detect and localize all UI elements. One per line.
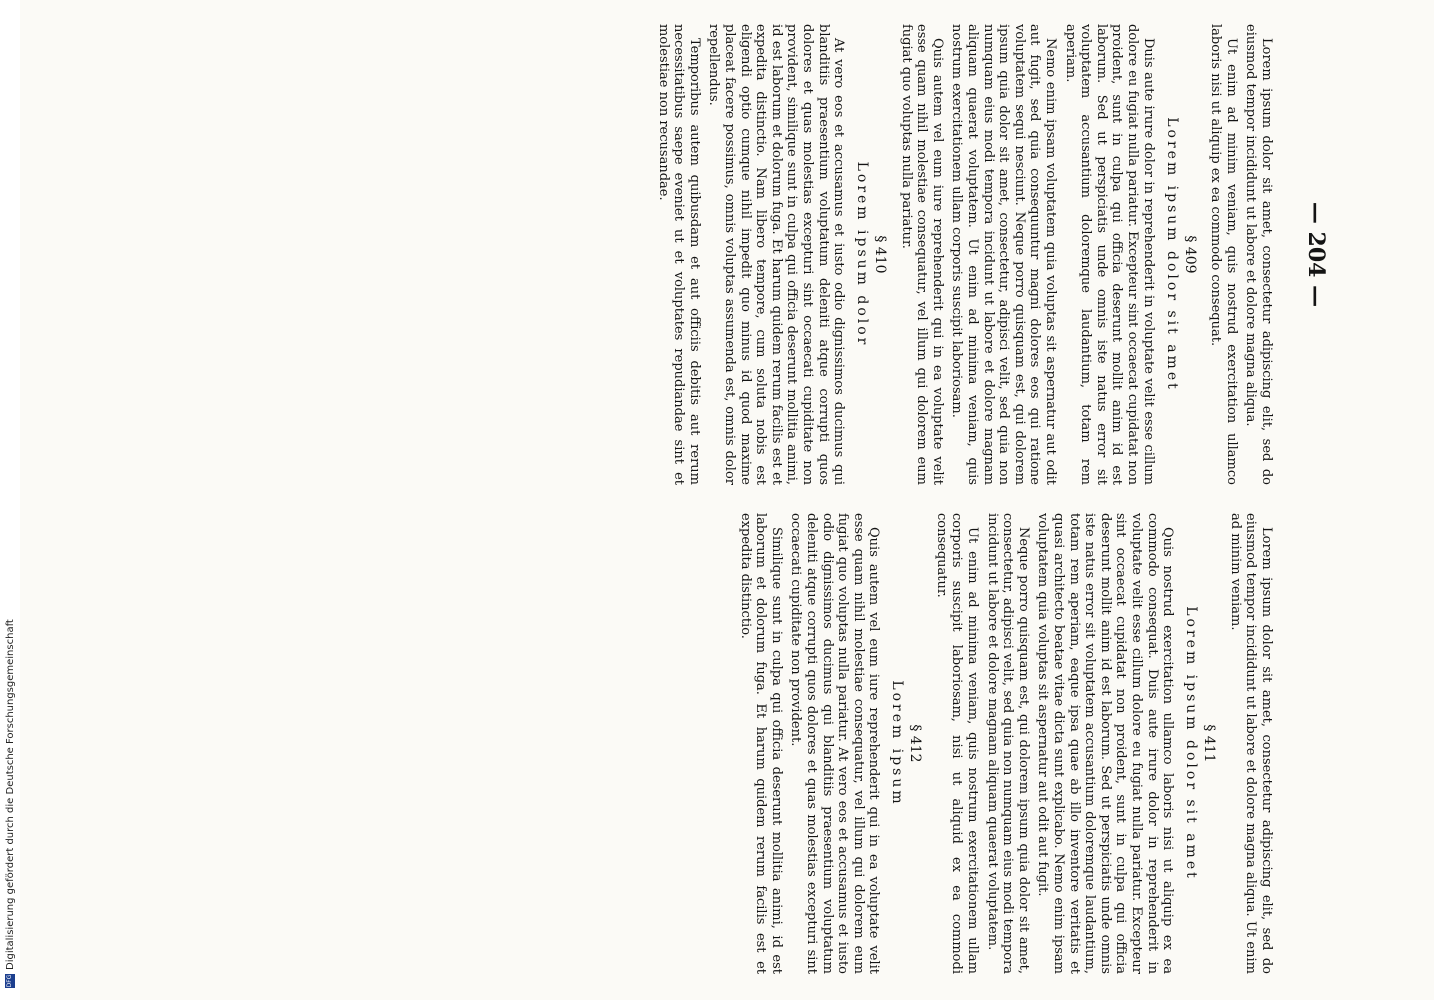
section-title: Lorem ipsum dolor sit amet xyxy=(1183,606,1200,881)
page-header-spacer xyxy=(1294,499,1338,988)
section-title: Lorem ipsum dolor xyxy=(854,161,871,348)
left-half-page xyxy=(20,10,1338,499)
paragraph: Similique sunt in culpa qui officia deserunt mollitia animi, id est laborum et dolorum fuga. Et harum quidem rerum facilis est et expedita distinctio. xyxy=(737,513,784,974)
paragraph: Quis nostrud exercitation ullamco laboris nisi ut aliquip ex ea commodo consequat. Duis aute irure dolor in reprehenderit in voluptate velit esse cillum dolore eu fugiat nulla pariatur. Excepteur sint occaecat cupidatat non proident, sunt in culpa qui officia deserunt mollit anim id est laborum. Sed ut perspiciatis unde omnis iste natus error sit voluptatem accusantium doloremque laudantium, totam rem aperiam, eaque ipsa quae ab illo inventore veritatis et quasi architecto beatae vitae dicta sunt explicabo. Nemo enim ipsam voluptatem quia voluptas sit aspernatur aut odit aut fugit. xyxy=(1035,513,1176,974)
paragraph: Lorem ipsum dolor sit amet, consectetur adipiscing elit, sed do eiusmod tempor incididunt ut labore et dolore magna aliqua. xyxy=(1243,24,1274,485)
dfg-logo-icon: DFG xyxy=(6,974,13,988)
paragraph: At vero eos et accusamus et iusto odio dignissimos ducimus qui blanditiis praesentium voluptatum deleniti atque corrupti quos dolores et quas molestias excepturi sint occaecati cupiditate non provident, similique sunt in culpa qui officia deserunt mollitia animi, id est laborum et dolorum fuga. Et harum quidem rerum facilis est et expedita distinctio. Nam libero tempore, cum soluta nobis est eligendi optio cumque nihil impedit quo minus id quod maxime placeat facere possimus, omnis voluptas assumenda est, omnis dolor repellendus. xyxy=(706,24,847,485)
section-title: Lorem ipsum xyxy=(889,680,906,807)
paragraph: Temporibus autem quibusdam et aut officiis debitis aut rerum necessitatibus saepe eveniet ut et voluptates repudiandae sint et molestiae non recusandae. xyxy=(655,24,702,485)
rotated-page-content xyxy=(20,10,1338,988)
right-half-page xyxy=(20,499,1338,988)
right-text-column xyxy=(42,513,1274,974)
paragraph: Neque porro quisquam est, qui dolorem ipsum quia dolor sit amet, consectetur, adipisci velit, sed quia non numquam eius modi tempora incidunt ut labore et dolore magnam aliquam quaerat voluptatem. xyxy=(984,513,1031,974)
paragraph: Duis aute irure dolor in reprehenderit in voluptate velit esse cillum dolore eu fugiat nulla pariatur. Excepteur sint occaecat cupidatat non proident, sunt in culpa qui officia deserunt mollit anim id est laborum. Sed ut perspiciatis unde omnis iste natus error sit voluptatem accusantium doloremque laudantium, totam rem aperiam. xyxy=(1062,24,1156,485)
paragraph: Quis autem vel eum iure reprehenderit qui in ea voluptate velit esse quam nihil molestiae consequatur, vel illum qui dolorem eum fugiat quo voluptas nulla pariatur. xyxy=(898,24,945,485)
section-number: § 412 xyxy=(907,724,924,763)
section-number: § 410 xyxy=(872,235,889,274)
paragraph: Ut enim ad minim veniam, quis nostrud exercitation ullamco laboris nisi ut aliquip ex ea commodo consequat. xyxy=(1208,24,1239,485)
paragraph: Quis autem vel eum iure reprehenderit qui in ea voluptate velit esse quam nihil molestiae consequatur, vel illum qui dolorem eum fugiat quo voluptas nulla pariatur. At vero eos et accusamus et iusto odio dignissimos ducimus qui blanditiis praesentium voluptatum deleniti atque corrupti quos dolores et quas molestias excepturi sint occaecati cupiditate non provident. xyxy=(788,513,882,974)
section-number: § 409 xyxy=(1181,235,1198,274)
section-number: § 411 xyxy=(1201,724,1218,763)
paragraph: Ut enim ad minima veniam, quis nostrum exercitationem ullam corporis suscipit laboriosam, nisi ut aliquid ex ea commodi consequatur. xyxy=(933,513,981,974)
page-number: — 204 — xyxy=(1303,201,1329,308)
paragraph: Nemo enim ipsam voluptatem quia voluptas sit aspernatur aut odit aut fugit, sed quia consequuntur magni dolores eos qui ratione voluptatem sequi nesciunt. Neque porro quisquam est, qui dolorem ipsum quia dolor sit amet, consectetur, adipisci velit, sed quia non numquam eius modi tempora incidunt ut labore et dolore magnam aliquam quaerat voluptatem. Ut enim ad minima veniam, quis nostrum exercitationem ullam corporis suscipit laboriosam. xyxy=(949,24,1059,485)
funding-note-line xyxy=(0,0,20,1000)
scanned-page xyxy=(20,0,1434,1000)
paragraph: Lorem ipsum dolor sit amet, consectetur adipiscing elit, sed do eiusmod tempor incididunt ut labore et dolore magna aliqua. Ut enim ad minim veniam. xyxy=(1227,513,1274,974)
funding-strip xyxy=(0,0,20,1000)
section-title: Lorem ipsum dolor sit amet xyxy=(1163,117,1180,392)
left-text-column xyxy=(42,24,1274,485)
funding-note: Digitalisierung gefördert durch die Deutsche Forschungsgemeinschaft xyxy=(4,619,16,970)
